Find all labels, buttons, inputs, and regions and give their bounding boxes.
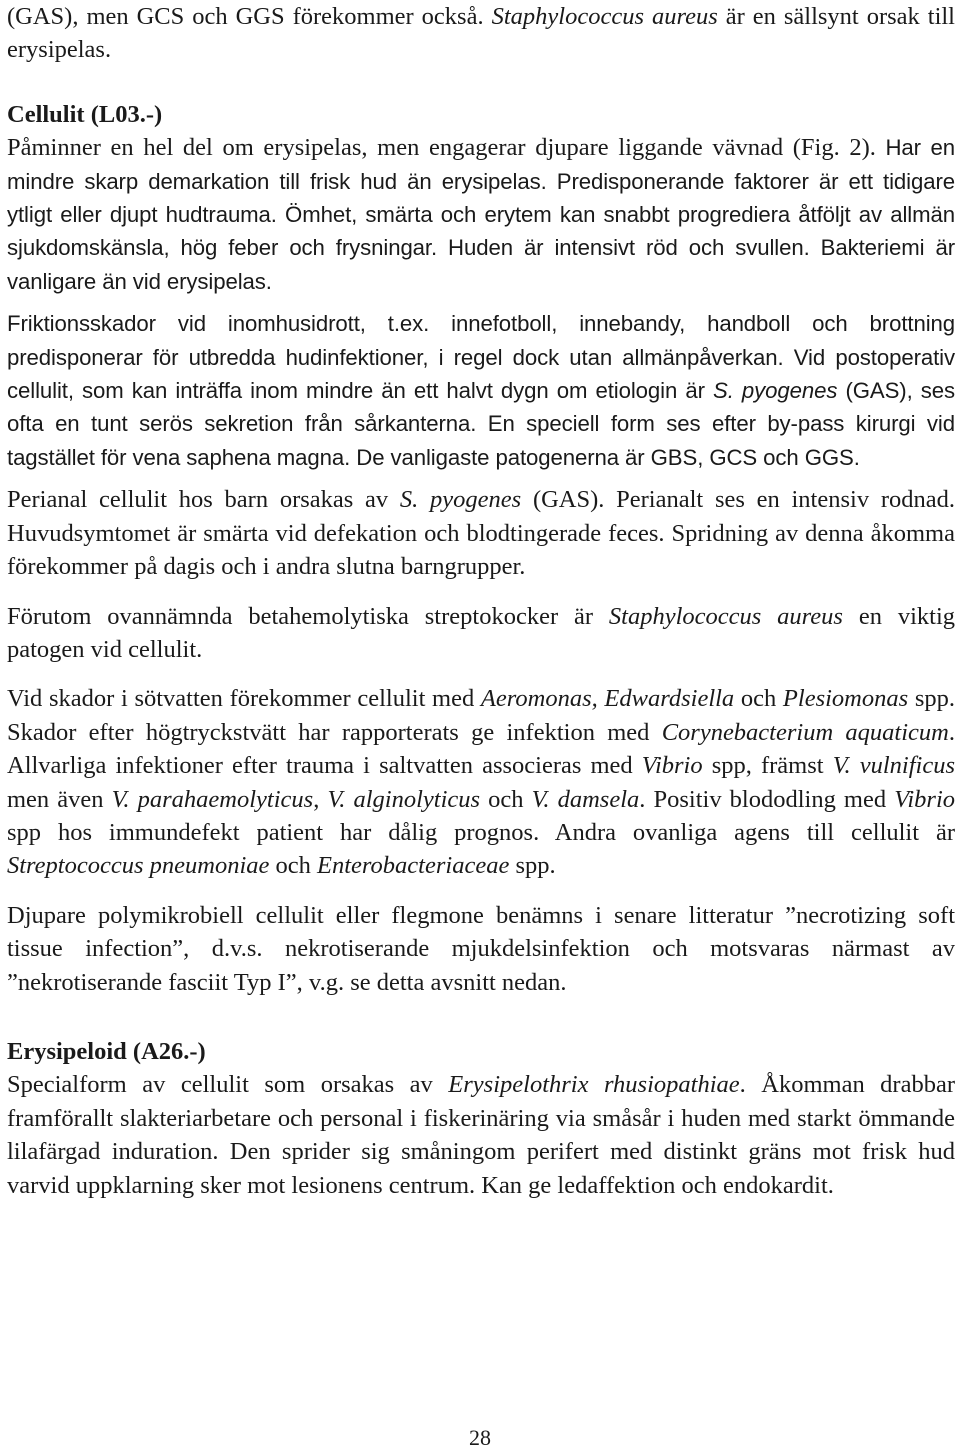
italic-term: Enterobacteriaceae (317, 852, 510, 880)
italic-term: V. damsela (531, 785, 640, 813)
text-run: (GAS), ses ofta en tunt serös sekretion från sårkanterna. En speciell form ses efter by-pass kirurgi vid tagstället för vena saphena magna. De vanligaste patogenerna är GBS, GCS och GGS. (7, 378, 956, 470)
text-run: spp. Skador efter högtryckstvätt har rapporterats ge infektion med (7, 685, 955, 746)
text-run: Perianal cellulit hos barn orsakas av (7, 486, 400, 514)
erysipeloid-section (7, 1035, 955, 1202)
text-run: (GAS), men GCS och GGS förekommer också. (7, 3, 492, 30)
text-run: och (480, 785, 532, 813)
italic-term: Vibrio (641, 752, 703, 780)
cellulit-paragraph-4 (7, 600, 955, 667)
text-run: Förutom ovannämnda betahemolytiska streptokocker är (7, 602, 609, 630)
italic-term: Staphylococcus aureus (608, 602, 843, 630)
italic-term: Corynebacterium aquaticum (661, 718, 949, 746)
text-run: spp, främst (702, 752, 833, 780)
text-run: Specialform av cellulit som orsakas av (7, 1071, 449, 1099)
italic-term: Vibrio (894, 785, 956, 813)
italic-term: S. pyogenes (399, 486, 522, 514)
text-run: och (269, 852, 318, 880)
cellulit-paragraph-2 (7, 307, 955, 474)
text-run: . Allvarliga infektioner efter trauma i saltvatten associeras med (7, 718, 955, 780)
erysipeloid-paragraph-1 (7, 1068, 955, 1202)
text-run: spp. (509, 852, 556, 880)
text-run: en viktig patogen vid cellulit. (7, 602, 955, 663)
page-number: 28 (469, 1425, 491, 1450)
cellulit-paragraph-1-body: Har en mindre skarp demarkation till frisk hud än erysipelas. Predisponerande faktorer är ett tidigare ytligt eller djupt hudtrauma. Ömhet, smärta och erytem kan snabbt progrediera åtföljt av allmän sjukdomskänsla, hög feber och frysningar. Huden är intensivt röd och svullen. Bakteriemi är vanligare än vid erysipelas. (7, 135, 955, 294)
italic-term: V. alginolyticus (327, 785, 481, 813)
cellulit-paragraph-1 (7, 131, 955, 298)
text-run: , (313, 785, 328, 813)
text-run: spp hos immundefekt patient har dålig prognos. Andra ovanliga agens till cellulit är (7, 818, 955, 846)
intro-paragraph (7, 0, 955, 67)
cellulit-section (7, 98, 955, 999)
italic-term: Staphylococcus aureus (491, 3, 718, 30)
text-run: (GAS). Perianalt ses en intensiv rodnad. Huvudsymtomet är smärta vid defekation och blodtingerade feces. Spridning av denna åkomma förekommer på dagis och i andra slutna barngrupper. (7, 486, 955, 581)
text-run: . Åkomman drabbar framförallt slakteriarbetare och personal i fiskerinäring via småsår i huden med starkt ömmande lilafärgad induration. Den sprider sig småningom perifert med distinkt gräns mot frisk hud varvid uppklarning sker mot lesionens centrum. Kan ge ledaffektion och endokardit. (7, 1071, 955, 1199)
document-page (7, 0, 955, 1202)
italic-term: Plesiomonas (782, 685, 909, 713)
cellulit-paragraph-3 (7, 483, 955, 583)
text-run: Friktionsskador vid inomhusidrott, t.ex. innefotboll, innebandy, handboll och brottning predisponerar för utbredda hudinfektioner, i regel dock utan allmänpåverkan. Vid postoperativ cellulit, som kan inträffa inom mindre än ett halvt dygn om etiologin är (7, 311, 955, 404)
cellulit-paragraph-1-lead: Påminner en hel del om erysipelas, men engagerar djupare liggande vävnad (Fig. 2). (7, 134, 876, 162)
italic-term: S. pyogenes (713, 378, 838, 404)
text-run: och (734, 685, 783, 713)
italic-term: V. parahaemolyticus (111, 785, 314, 813)
italic-term: Aeromonas, Edwardsiella (480, 685, 735, 713)
text-run: men även (7, 785, 112, 813)
text-run: . Positiv blododling med (639, 785, 895, 813)
erysipeloid-heading: Erysipeloid (A26.-) (7, 1037, 206, 1065)
text-run: är en sällsynt orsak till erysipelas. (7, 3, 955, 64)
italic-term: Streptococcus pneumoniae (7, 852, 270, 880)
italic-term: V. vulnificus (832, 752, 955, 780)
cellulit-heading: Cellulit (L03.-) (7, 100, 163, 128)
text-run: Vid skador i sötvatten förekommer cellulit med (7, 685, 481, 713)
cellulit-paragraph-6: Djupare polymikrobiell cellulit eller flegmone benämns i senare litteratur ”necrotizing soft tissue infection”, d.v.s. nekrotiserande mjukdelsinfektion och motsvaras närmast av ”nekrotiserande fasciit Typ I”, v.g. se detta avsnitt nedan. (7, 901, 955, 996)
cellulit-paragraph-5 (7, 682, 955, 882)
italic-term: Erysipelothrix rhusiopathiae (448, 1071, 740, 1099)
